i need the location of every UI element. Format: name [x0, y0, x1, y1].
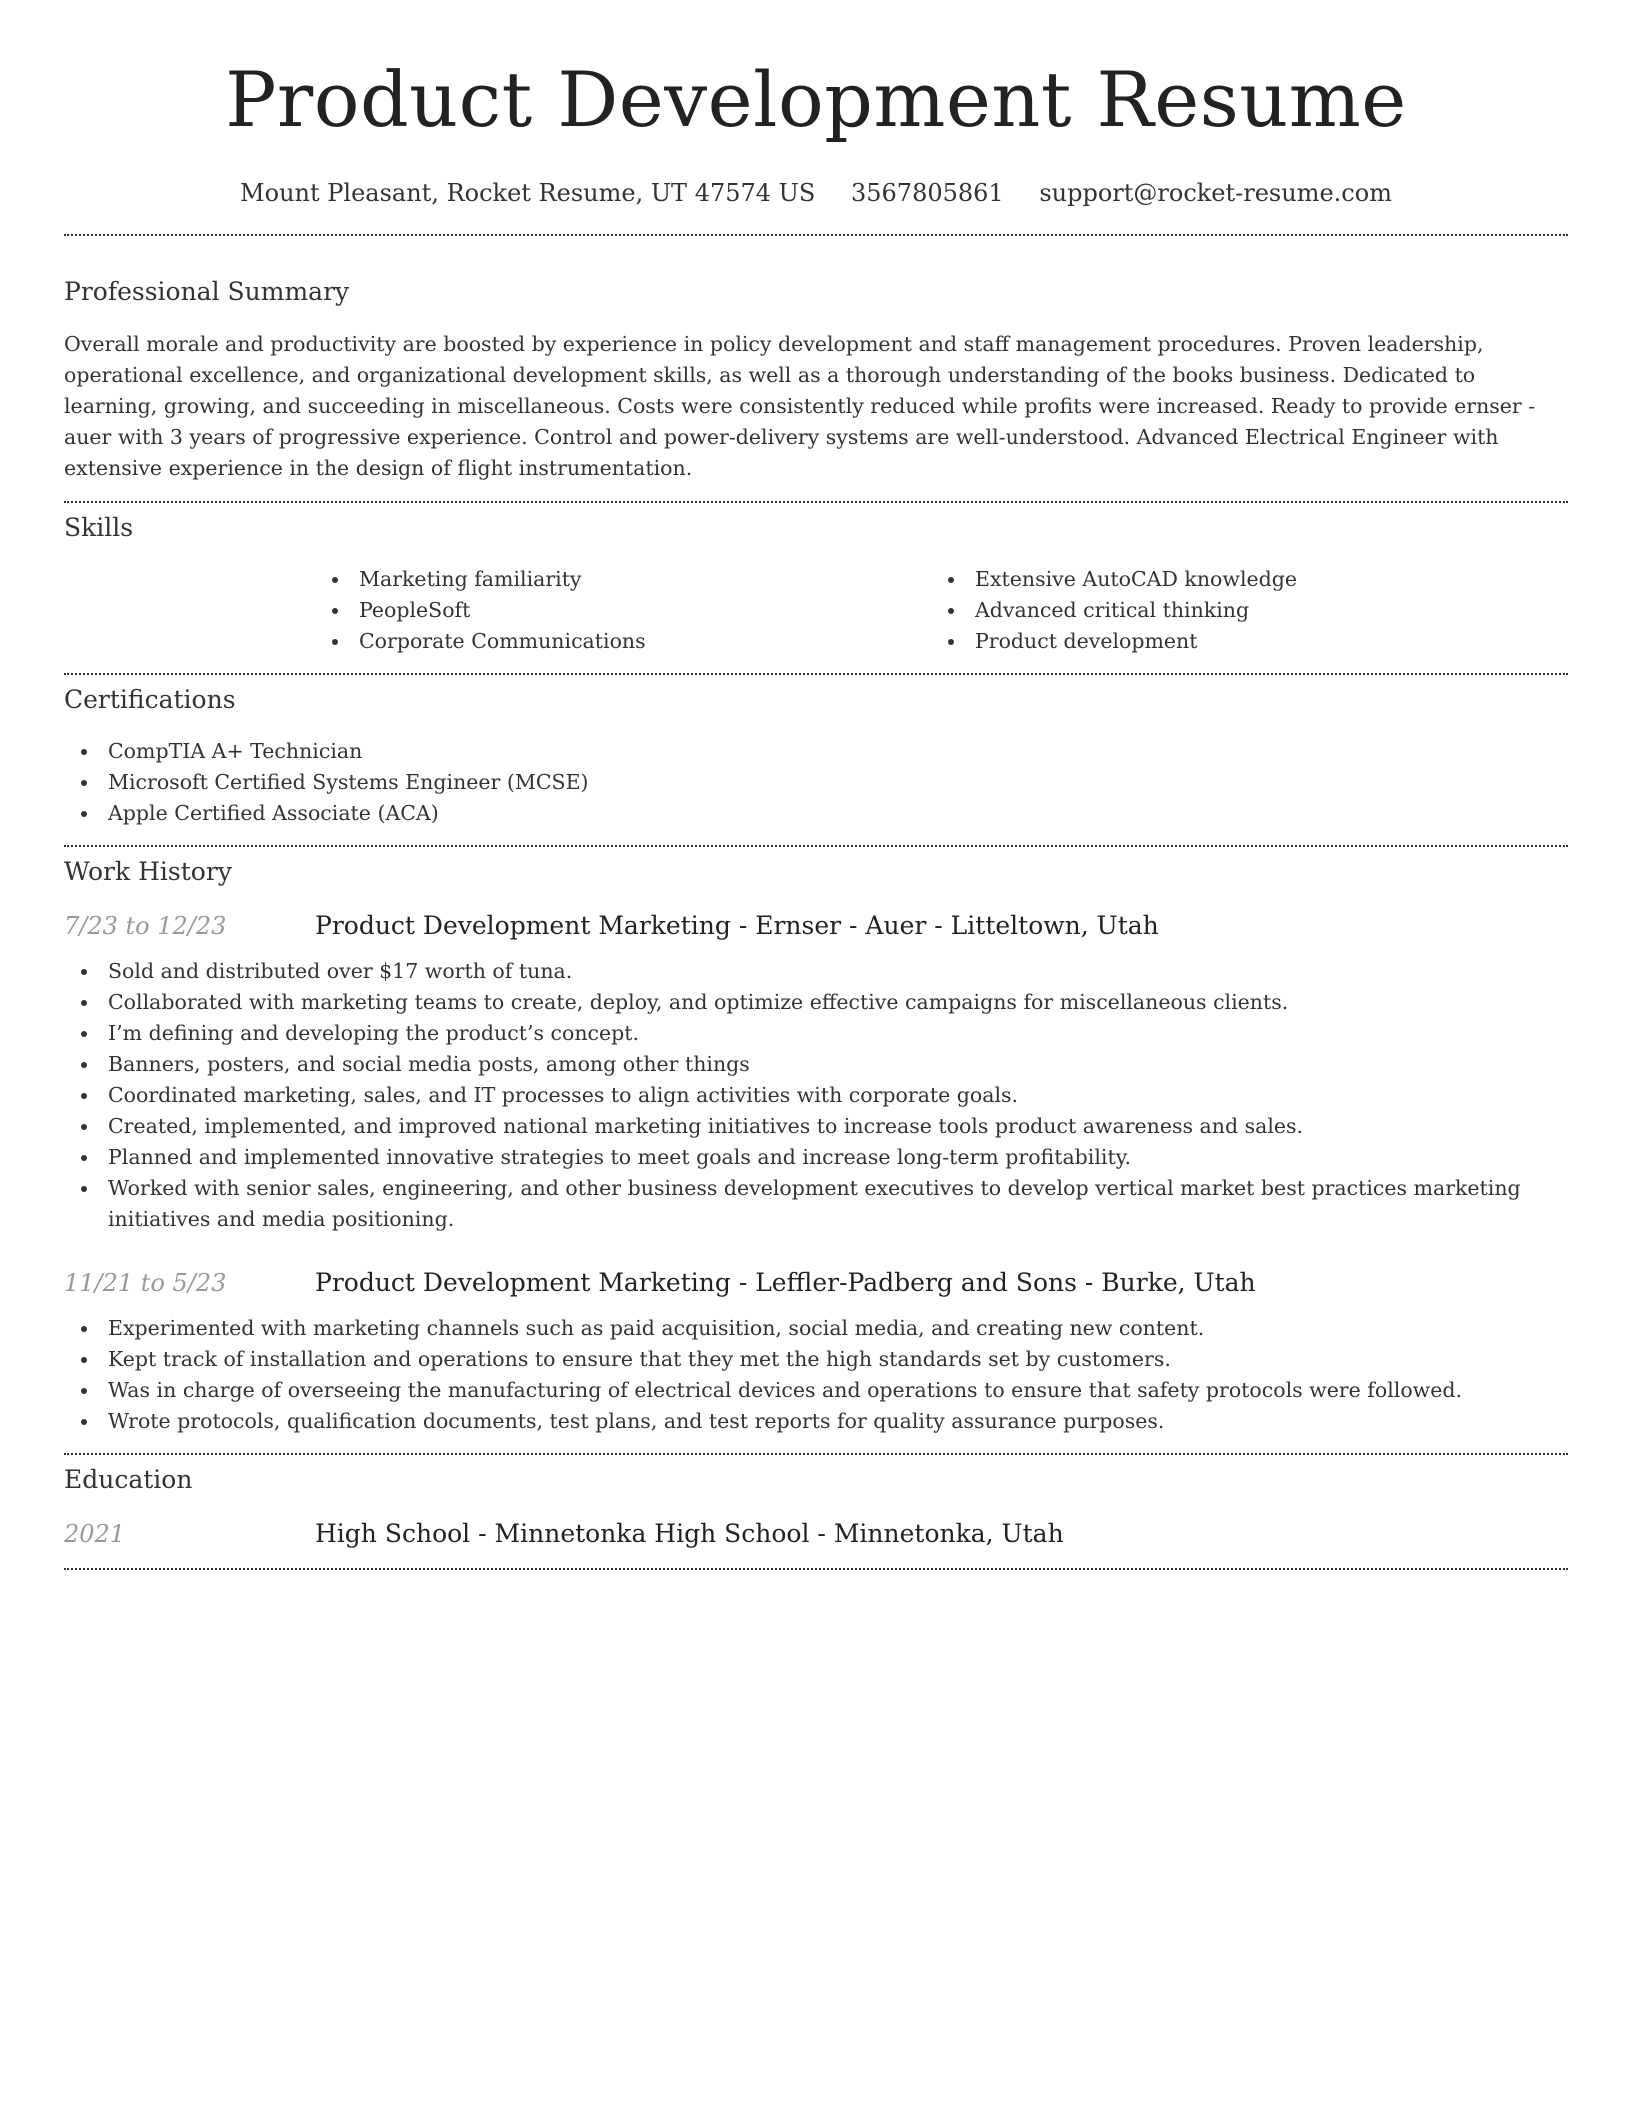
job-bullet: Collaborated with marketing teams to create, deploy, and optimize effective campaigns for miscellaneous clients.: [108, 987, 1568, 1018]
skill-item: Extensive AutoCAD knowledge: [975, 564, 1547, 595]
certifications-heading: Certifications: [64, 685, 236, 714]
contact-address: Mount Pleasant, Rocket Resume, UT 47574 US: [240, 179, 816, 207]
job-bullet: Kept track of installation and operations to ensure that they met the high standards set by customers.: [108, 1344, 1568, 1375]
job-header: [64, 1265, 1568, 1301]
skills-list-right: [931, 564, 1547, 657]
resume-header: [64, 0, 1568, 210]
contact-phone: 3567805861: [850, 179, 1004, 207]
summary-heading: Professional Summary: [64, 277, 350, 306]
job-bullet: Planned and implemented innovative strategies to meet goals and increase long-term profitability.: [108, 1142, 1568, 1173]
job-bullet: Sold and distributed over $17 worth of tuna.: [108, 956, 1568, 987]
job-bullets: [64, 1313, 1568, 1437]
education-entry: [64, 1516, 1568, 1552]
job-bullet: Coordinated marketing, sales, and IT processes to align activities with corporate goals.: [108, 1080, 1568, 1111]
job-bullet: Experimented with marketing channels such as paid acquisition, social media, and creating new content.: [108, 1313, 1568, 1344]
job-entry: [64, 908, 1568, 1235]
skill-item: PeopleSoft: [359, 595, 931, 626]
certifications-section: [64, 675, 1568, 829]
education-heading: Education: [64, 1465, 193, 1494]
skill-item: Product development: [975, 626, 1547, 657]
skill-item: Marketing familiarity: [359, 564, 931, 595]
job-bullet: Wrote protocols, qualification documents, test plans, and test reports for quality assurance purposes.: [108, 1406, 1568, 1437]
education-date: 2021: [64, 1520, 126, 1548]
skills-column-left: [315, 564, 931, 657]
section-divider: [64, 1568, 1568, 1570]
job-title: Product Development Marketing - Leffler-Padberg and Sons - Burke, Utah: [315, 1268, 1256, 1297]
job-entry: [64, 1265, 1568, 1437]
job-title: Product Development Marketing - Ernser - Auer - Litteltown, Utah: [315, 911, 1159, 940]
skill-item: Advanced critical thinking: [975, 595, 1547, 626]
job-bullet: Created, implemented, and improved national marketing initiatives to increase tools product awareness and sales.: [108, 1111, 1568, 1142]
contact-line: [64, 176, 1568, 210]
certifications-list: [64, 736, 1568, 829]
skills-grid: [315, 564, 1568, 657]
summary-text: Overall morale and productivity are boosted by experience in policy development and staff management procedures. Proven leadership, operational excellence, and organizational development skills, as well as a thorough understanding of the books business. Dedicated to learning, growing, and succeeding in miscellaneous. Costs were consistently reduced while profits were increased. Ready to provide ernser - auer with 3 years of progressive experience. Control and power-delivery systems are well-understood. Advanced Electrical Engineer with extensive experience in the design of flight instrumentation.: [64, 332, 1536, 480]
job-bullet: Banners, posters, and social media posts, among other things: [108, 1049, 1568, 1080]
work-history-section: [64, 847, 1568, 1437]
job-header: [64, 908, 1568, 944]
skills-list-left: [315, 564, 931, 657]
skill-item: Corporate Communications: [359, 626, 931, 657]
certification-item: Microsoft Certified Systems Engineer (MCSE): [108, 767, 1568, 798]
skills-column-right: [931, 564, 1547, 657]
education-section: [64, 1455, 1568, 1552]
job-bullet: Worked with senior sales, engineering, and other business development executives to develop vertical market best practices marketing initiatives and media positioning.: [108, 1173, 1568, 1235]
job-date: 11/21 to 5/23: [64, 1269, 227, 1297]
summary-section: [64, 236, 1568, 484]
job-date: 7/23 to 12/23: [64, 912, 227, 940]
skills-heading: Skills: [64, 513, 134, 542]
job-bullet: Was in charge of overseeing the manufacturing of electrical devices and operations to ensure that safety protocols were followed.: [108, 1375, 1568, 1406]
certification-item: CompTIA A+ Technician: [108, 736, 1568, 767]
education-title: High School - Minnetonka High School - Minnetonka, Utah: [315, 1519, 1064, 1548]
certification-item: Apple Certified Associate (ACA): [108, 798, 1568, 829]
resume-title: Product Development Resume: [225, 55, 1407, 144]
job-bullet: I’m defining and developing the product’s concept.: [108, 1018, 1568, 1049]
job-bullets: [64, 956, 1568, 1235]
skills-section: [64, 503, 1568, 657]
contact-email: support@rocket-resume.com: [1039, 179, 1392, 207]
work-history-heading: Work History: [64, 857, 232, 886]
